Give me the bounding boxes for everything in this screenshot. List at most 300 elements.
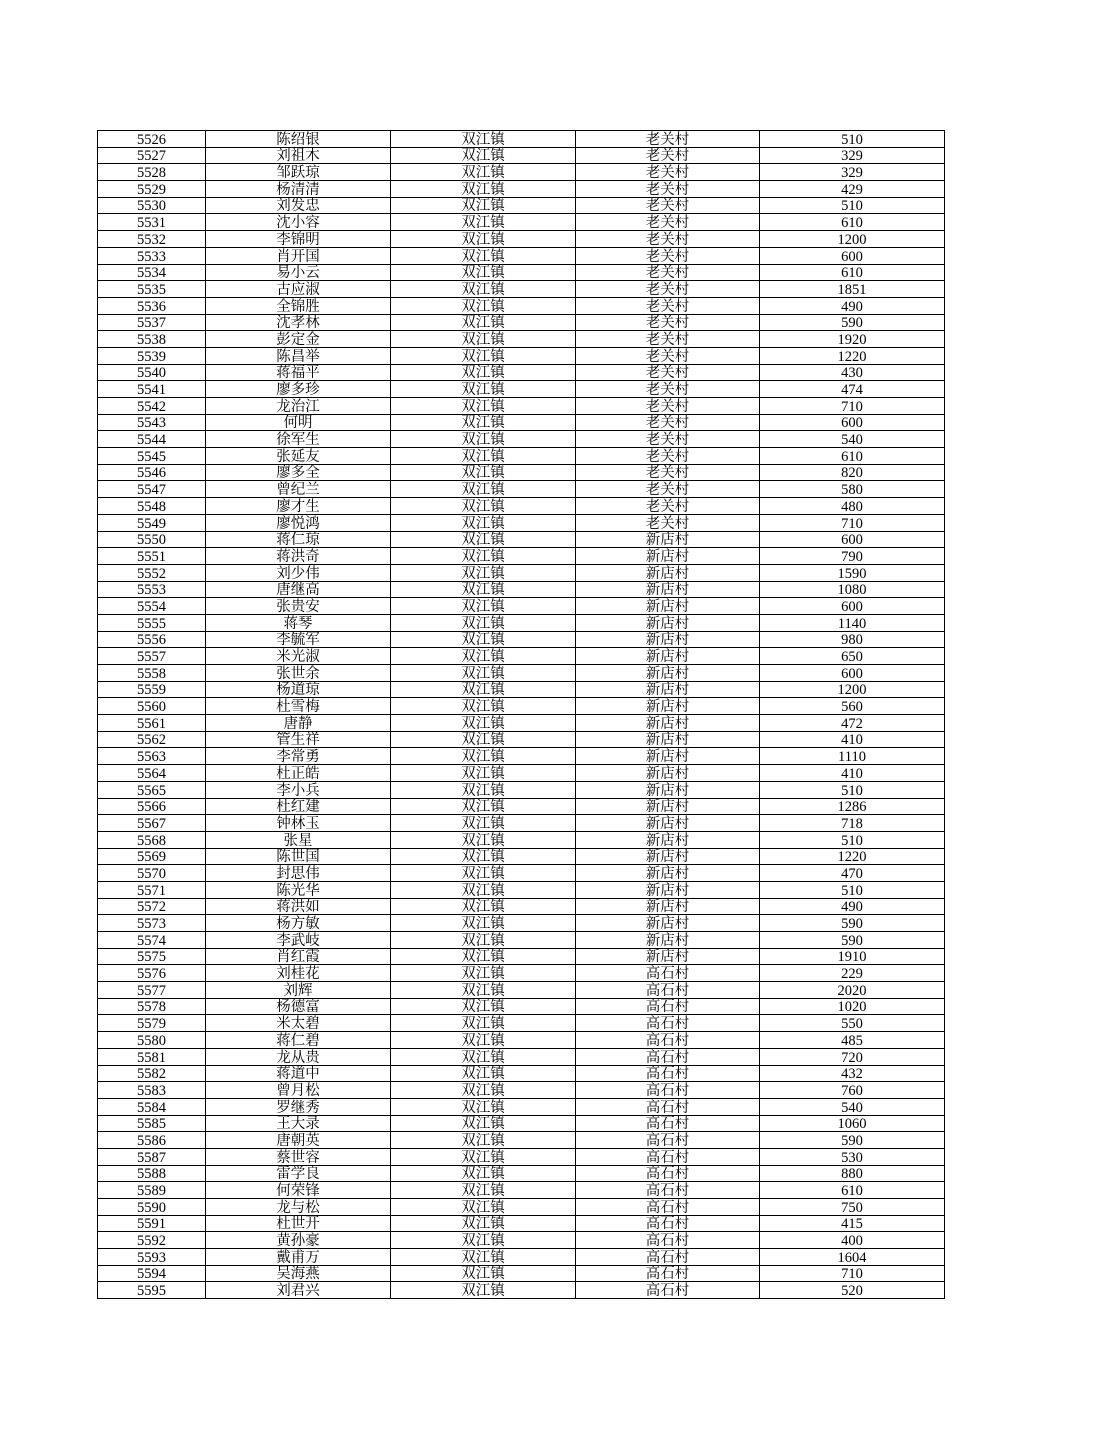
- cell-amount: 610: [760, 448, 945, 465]
- cell-name: 戴甫万: [206, 1249, 391, 1266]
- data-table: [97, 130, 945, 1299]
- table-row: [98, 181, 945, 198]
- cell-village: 老关村: [576, 464, 760, 481]
- cell-name: 沈孝林: [206, 314, 391, 331]
- cell-id: 5528: [98, 164, 206, 181]
- cell-village: 高石村: [576, 1048, 760, 1065]
- cell-town: 双江镇: [391, 514, 576, 531]
- cell-town: 双江镇: [391, 1082, 576, 1099]
- cell-town: 双江镇: [391, 815, 576, 832]
- cell-village: 老关村: [576, 264, 760, 281]
- cell-amount: 329: [760, 164, 945, 181]
- cell-town: 双江镇: [391, 932, 576, 949]
- cell-village: 高石村: [576, 1165, 760, 1182]
- cell-name: 雷学良: [206, 1165, 391, 1182]
- cell-id: 5562: [98, 731, 206, 748]
- cell-amount: 540: [760, 1098, 945, 1115]
- cell-name: 曾纪兰: [206, 481, 391, 498]
- table-row: [98, 948, 945, 965]
- cell-id: 5527: [98, 147, 206, 164]
- table-row: [98, 965, 945, 982]
- table-row: [98, 598, 945, 615]
- cell-amount: 590: [760, 932, 945, 949]
- table-row: [98, 815, 945, 832]
- cell-town: 双江镇: [391, 347, 576, 364]
- cell-village: 高石村: [576, 1015, 760, 1032]
- cell-name: 肖红霞: [206, 948, 391, 965]
- cell-id: 5574: [98, 932, 206, 949]
- cell-village: 新店村: [576, 898, 760, 915]
- cell-name: 陈世国: [206, 848, 391, 865]
- cell-town: 双江镇: [391, 1148, 576, 1165]
- cell-name: 彭定金: [206, 331, 391, 348]
- cell-town: 双江镇: [391, 164, 576, 181]
- cell-amount: 650: [760, 648, 945, 665]
- cell-amount: 429: [760, 181, 945, 198]
- table-body: [98, 131, 945, 1299]
- cell-town: 双江镇: [391, 548, 576, 565]
- cell-name: 杨方敏: [206, 915, 391, 932]
- cell-amount: 1140: [760, 614, 945, 631]
- table-row: [98, 748, 945, 765]
- cell-town: 双江镇: [391, 414, 576, 431]
- cell-town: 双江镇: [391, 264, 576, 281]
- cell-town: 双江镇: [391, 498, 576, 515]
- cell-town: 双江镇: [391, 431, 576, 448]
- cell-amount: 1220: [760, 848, 945, 865]
- cell-village: 新店村: [576, 614, 760, 631]
- table-row: [98, 398, 945, 415]
- cell-id: 5582: [98, 1065, 206, 1082]
- cell-name: 徐军生: [206, 431, 391, 448]
- cell-village: 老关村: [576, 281, 760, 298]
- cell-village: 老关村: [576, 131, 760, 148]
- cell-name: 李锦明: [206, 231, 391, 248]
- cell-town: 双江镇: [391, 665, 576, 682]
- cell-village: 高石村: [576, 1199, 760, 1216]
- cell-id: 5548: [98, 498, 206, 515]
- cell-village: 老关村: [576, 498, 760, 515]
- table-row: [98, 698, 945, 715]
- cell-id: 5550: [98, 531, 206, 548]
- cell-id: 5537: [98, 314, 206, 331]
- table-row: [98, 982, 945, 999]
- cell-id: 5547: [98, 481, 206, 498]
- cell-village: 老关村: [576, 164, 760, 181]
- cell-name: 龙从贵: [206, 1048, 391, 1065]
- table-row: [98, 665, 945, 682]
- cell-amount: 1020: [760, 998, 945, 1015]
- cell-amount: 1920: [760, 331, 945, 348]
- cell-village: 新店村: [576, 715, 760, 732]
- cell-name: 蒋仁碧: [206, 1032, 391, 1049]
- cell-town: 双江镇: [391, 1182, 576, 1199]
- cell-amount: 474: [760, 381, 945, 398]
- cell-name: 杜雪梅: [206, 698, 391, 715]
- cell-village: 新店村: [576, 648, 760, 665]
- table-row: [98, 932, 945, 949]
- cell-town: 双江镇: [391, 364, 576, 381]
- cell-name: 蒋仁琼: [206, 531, 391, 548]
- cell-town: 双江镇: [391, 281, 576, 298]
- cell-id: 5540: [98, 364, 206, 381]
- cell-amount: 1060: [760, 1115, 945, 1132]
- table-row: [98, 331, 945, 348]
- cell-town: 双江镇: [391, 481, 576, 498]
- cell-name: 唐朝英: [206, 1132, 391, 1149]
- cell-town: 双江镇: [391, 1199, 576, 1216]
- cell-id: 5539: [98, 347, 206, 364]
- cell-id: 5565: [98, 781, 206, 798]
- cell-id: 5569: [98, 848, 206, 865]
- cell-village: 高石村: [576, 1082, 760, 1099]
- cell-village: 新店村: [576, 932, 760, 949]
- table-row: [98, 347, 945, 364]
- cell-name: 何荣锋: [206, 1182, 391, 1199]
- cell-amount: 1200: [760, 231, 945, 248]
- cell-town: 双江镇: [391, 464, 576, 481]
- cell-amount: 1910: [760, 948, 945, 965]
- cell-id: 5530: [98, 197, 206, 214]
- cell-town: 双江镇: [391, 231, 576, 248]
- cell-village: 老关村: [576, 197, 760, 214]
- cell-id: 5529: [98, 181, 206, 198]
- cell-town: 双江镇: [391, 1165, 576, 1182]
- cell-id: 5533: [98, 247, 206, 264]
- cell-town: 双江镇: [391, 831, 576, 848]
- cell-name: 唐继高: [206, 581, 391, 598]
- cell-amount: 410: [760, 731, 945, 748]
- cell-town: 双江镇: [391, 798, 576, 815]
- cell-name: 杜红建: [206, 798, 391, 815]
- cell-town: 双江镇: [391, 381, 576, 398]
- cell-town: 双江镇: [391, 731, 576, 748]
- cell-id: 5557: [98, 648, 206, 665]
- table-row: [98, 381, 945, 398]
- cell-name: 刘桂花: [206, 965, 391, 982]
- cell-amount: 490: [760, 898, 945, 915]
- cell-village: 高石村: [576, 965, 760, 982]
- cell-town: 双江镇: [391, 898, 576, 915]
- table-row: [98, 514, 945, 531]
- table-row: [98, 1249, 945, 1266]
- cell-amount: 430: [760, 364, 945, 381]
- cell-name: 刘君兴: [206, 1282, 391, 1299]
- table-row: [98, 1132, 945, 1149]
- cell-amount: 790: [760, 548, 945, 565]
- table-row: [98, 197, 945, 214]
- cell-town: 双江镇: [391, 982, 576, 999]
- cell-village: 新店村: [576, 698, 760, 715]
- cell-village: 新店村: [576, 631, 760, 648]
- table-row: [98, 915, 945, 932]
- table-row: [98, 831, 945, 848]
- cell-id: 5583: [98, 1082, 206, 1099]
- table-row: [98, 214, 945, 231]
- cell-village: 高石村: [576, 1232, 760, 1249]
- cell-town: 双江镇: [391, 631, 576, 648]
- cell-name: 全锦胜: [206, 297, 391, 314]
- cell-village: 新店村: [576, 748, 760, 765]
- table-row: [98, 731, 945, 748]
- cell-name: 杨道琼: [206, 681, 391, 698]
- cell-id: 5563: [98, 748, 206, 765]
- cell-id: 5577: [98, 982, 206, 999]
- cell-town: 双江镇: [391, 564, 576, 581]
- cell-name: 蒋洪奇: [206, 548, 391, 565]
- cell-amount: 760: [760, 1082, 945, 1099]
- cell-name: 廖多全: [206, 464, 391, 481]
- cell-town: 双江镇: [391, 1132, 576, 1149]
- cell-amount: 510: [760, 197, 945, 214]
- table-row: [98, 164, 945, 181]
- cell-name: 沈小容: [206, 214, 391, 231]
- table-row: [98, 998, 945, 1015]
- cell-village: 新店村: [576, 548, 760, 565]
- cell-name: 唐静: [206, 715, 391, 732]
- cell-amount: 480: [760, 498, 945, 515]
- cell-town: 双江镇: [391, 881, 576, 898]
- cell-name: 肖开国: [206, 247, 391, 264]
- cell-id: 5531: [98, 214, 206, 231]
- cell-town: 双江镇: [391, 915, 576, 932]
- cell-amount: 550: [760, 1015, 945, 1032]
- cell-amount: 472: [760, 715, 945, 732]
- cell-id: 5560: [98, 698, 206, 715]
- cell-village: 高石村: [576, 1098, 760, 1115]
- cell-amount: 600: [760, 598, 945, 615]
- cell-town: 双江镇: [391, 698, 576, 715]
- cell-name: 罗继秀: [206, 1098, 391, 1115]
- cell-amount: 510: [760, 881, 945, 898]
- cell-amount: 1286: [760, 798, 945, 815]
- cell-village: 新店村: [576, 915, 760, 932]
- cell-amount: 718: [760, 815, 945, 832]
- cell-village: 老关村: [576, 331, 760, 348]
- cell-village: 老关村: [576, 147, 760, 164]
- cell-town: 双江镇: [391, 1032, 576, 1049]
- cell-name: 廖才生: [206, 498, 391, 515]
- cell-village: 老关村: [576, 448, 760, 465]
- cell-name: 蒋福平: [206, 364, 391, 381]
- cell-id: 5584: [98, 1098, 206, 1115]
- table-row: [98, 781, 945, 798]
- cell-amount: 510: [760, 781, 945, 798]
- table-row: [98, 881, 945, 898]
- cell-amount: 590: [760, 1132, 945, 1149]
- cell-village: 新店村: [576, 598, 760, 615]
- table-row: [98, 848, 945, 865]
- table-row: [98, 1048, 945, 1065]
- cell-name: 杜正皓: [206, 765, 391, 782]
- cell-id: 5587: [98, 1148, 206, 1165]
- cell-village: 老关村: [576, 314, 760, 331]
- cell-name: 米太碧: [206, 1015, 391, 1032]
- cell-name: 管生祥: [206, 731, 391, 748]
- cell-amount: 880: [760, 1165, 945, 1182]
- cell-id: 5572: [98, 898, 206, 915]
- cell-town: 双江镇: [391, 1115, 576, 1132]
- cell-id: 5526: [98, 131, 206, 148]
- cell-town: 双江镇: [391, 531, 576, 548]
- cell-id: 5588: [98, 1165, 206, 1182]
- cell-name: 张延友: [206, 448, 391, 465]
- table-row: [98, 564, 945, 581]
- cell-amount: 580: [760, 481, 945, 498]
- cell-name: 李武岐: [206, 932, 391, 949]
- cell-village: 高石村: [576, 1065, 760, 1082]
- cell-town: 双江镇: [391, 331, 576, 348]
- table-row: [98, 1265, 945, 1282]
- cell-village: 高石村: [576, 1115, 760, 1132]
- cell-town: 双江镇: [391, 314, 576, 331]
- cell-name: 廖多珍: [206, 381, 391, 398]
- cell-id: 5536: [98, 297, 206, 314]
- cell-amount: 600: [760, 247, 945, 264]
- cell-amount: 710: [760, 1265, 945, 1282]
- cell-town: 双江镇: [391, 865, 576, 882]
- table-row: [98, 1015, 945, 1032]
- table-row: [98, 531, 945, 548]
- cell-amount: 720: [760, 1048, 945, 1065]
- cell-village: 老关村: [576, 231, 760, 248]
- cell-id: 5566: [98, 798, 206, 815]
- cell-village: 老关村: [576, 347, 760, 364]
- cell-town: 双江镇: [391, 848, 576, 865]
- table-row: [98, 1148, 945, 1165]
- cell-town: 双江镇: [391, 614, 576, 631]
- table-row: [98, 898, 945, 915]
- cell-name: 黄孙豪: [206, 1232, 391, 1249]
- cell-town: 双江镇: [391, 197, 576, 214]
- cell-amount: 415: [760, 1215, 945, 1232]
- cell-id: 5589: [98, 1182, 206, 1199]
- cell-amount: 1604: [760, 1249, 945, 1266]
- cell-id: 5576: [98, 965, 206, 982]
- cell-id: 5541: [98, 381, 206, 398]
- cell-id: 5573: [98, 915, 206, 932]
- cell-name: 龙治江: [206, 398, 391, 415]
- cell-name: 杨德富: [206, 998, 391, 1015]
- cell-village: 高石村: [576, 1182, 760, 1199]
- cell-town: 双江镇: [391, 131, 576, 148]
- table-row: [98, 448, 945, 465]
- cell-amount: 600: [760, 531, 945, 548]
- table-row: [98, 147, 945, 164]
- table-row: [98, 631, 945, 648]
- cell-village: 新店村: [576, 581, 760, 598]
- cell-id: 5593: [98, 1249, 206, 1266]
- cell-name: 蔡世容: [206, 1148, 391, 1165]
- cell-id: 5567: [98, 815, 206, 832]
- table-row: [98, 498, 945, 515]
- cell-name: 张星: [206, 831, 391, 848]
- cell-name: 刘辉: [206, 982, 391, 999]
- cell-town: 双江镇: [391, 214, 576, 231]
- table-row: [98, 765, 945, 782]
- cell-amount: 229: [760, 965, 945, 982]
- table-row: [98, 414, 945, 431]
- cell-amount: 610: [760, 214, 945, 231]
- cell-id: 5556: [98, 631, 206, 648]
- cell-name: 杨清清: [206, 181, 391, 198]
- cell-id: 5551: [98, 548, 206, 565]
- table-row: [98, 865, 945, 882]
- table-row: [98, 798, 945, 815]
- cell-id: 5570: [98, 865, 206, 882]
- table-row: [98, 1215, 945, 1232]
- cell-amount: 540: [760, 431, 945, 448]
- cell-amount: 470: [760, 865, 945, 882]
- cell-name: 刘发忠: [206, 197, 391, 214]
- table-row: [98, 364, 945, 381]
- cell-village: 老关村: [576, 181, 760, 198]
- cell-name: 刘祖木: [206, 147, 391, 164]
- cell-town: 双江镇: [391, 1065, 576, 1082]
- cell-town: 双江镇: [391, 147, 576, 164]
- cell-amount: 485: [760, 1032, 945, 1049]
- cell-town: 双江镇: [391, 765, 576, 782]
- cell-village: 老关村: [576, 481, 760, 498]
- cell-town: 双江镇: [391, 598, 576, 615]
- cell-id: 5575: [98, 948, 206, 965]
- cell-id: 5554: [98, 598, 206, 615]
- cell-name: 蒋道中: [206, 1065, 391, 1082]
- cell-name: 古应淑: [206, 281, 391, 298]
- cell-village: 高石村: [576, 1282, 760, 1299]
- cell-id: 5595: [98, 1282, 206, 1299]
- cell-town: 双江镇: [391, 1249, 576, 1266]
- table-row: [98, 715, 945, 732]
- table-row: [98, 231, 945, 248]
- cell-town: 双江镇: [391, 1232, 576, 1249]
- table-row: [98, 681, 945, 698]
- cell-id: 5591: [98, 1215, 206, 1232]
- cell-town: 双江镇: [391, 398, 576, 415]
- table-row: [98, 1199, 945, 1216]
- cell-amount: 820: [760, 464, 945, 481]
- table-row: [98, 297, 945, 314]
- cell-town: 双江镇: [391, 581, 576, 598]
- cell-amount: 750: [760, 1199, 945, 1216]
- cell-village: 高石村: [576, 1265, 760, 1282]
- cell-amount: 600: [760, 414, 945, 431]
- cell-id: 5544: [98, 431, 206, 448]
- cell-town: 双江镇: [391, 998, 576, 1015]
- cell-id: 5553: [98, 581, 206, 598]
- cell-amount: 520: [760, 1282, 945, 1299]
- cell-amount: 590: [760, 314, 945, 331]
- cell-name: 陈光华: [206, 881, 391, 898]
- cell-town: 双江镇: [391, 448, 576, 465]
- cell-village: 高石村: [576, 1132, 760, 1149]
- cell-id: 5585: [98, 1115, 206, 1132]
- cell-amount: 600: [760, 665, 945, 682]
- cell-amount: 510: [760, 831, 945, 848]
- cell-amount: 1220: [760, 347, 945, 364]
- cell-amount: 710: [760, 398, 945, 415]
- cell-village: 新店村: [576, 765, 760, 782]
- cell-village: 新店村: [576, 798, 760, 815]
- cell-amount: 400: [760, 1232, 945, 1249]
- cell-id: 5559: [98, 681, 206, 698]
- cell-id: 5542: [98, 398, 206, 415]
- cell-village: 高石村: [576, 1148, 760, 1165]
- cell-village: 新店村: [576, 564, 760, 581]
- cell-village: 老关村: [576, 431, 760, 448]
- cell-id: 5594: [98, 1265, 206, 1282]
- cell-name: 龙与松: [206, 1199, 391, 1216]
